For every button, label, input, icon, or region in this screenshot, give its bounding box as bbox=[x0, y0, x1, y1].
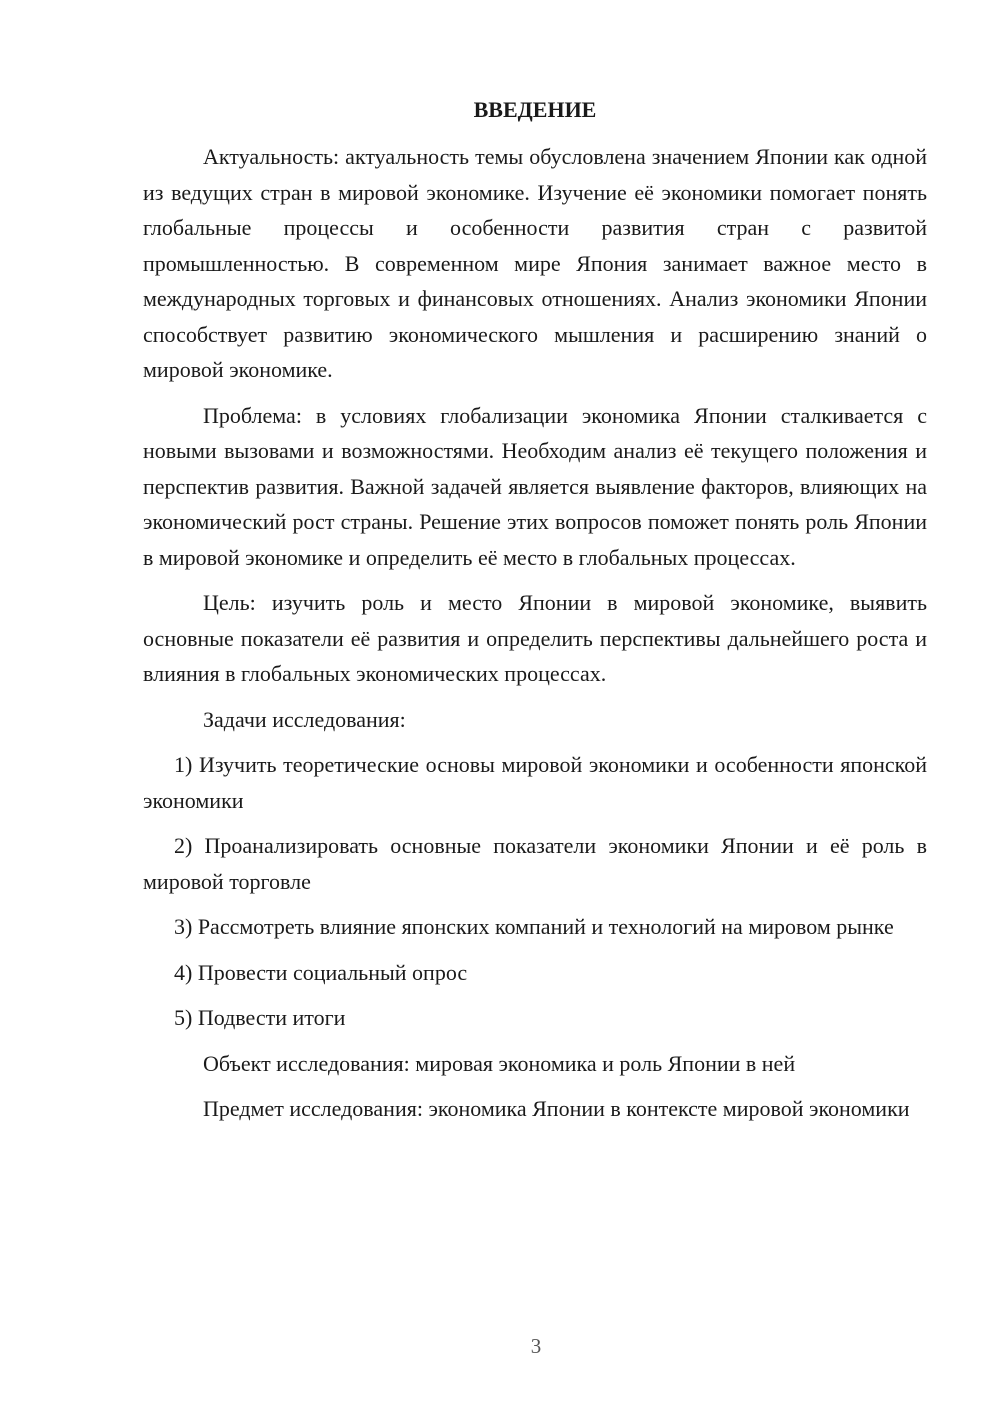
paragraph-subject: Предмет исследования: экономика Японии в контексте мировой экономики bbox=[203, 1096, 910, 1121]
paragraph-relevance: Актуальность: актуальность темы обусловлена значением Японии как одной из ведущих стран в мировой экономике. Изучение её экономики помогает понять глобальные процессы и особенности развития стран с развитой промышленностью. В современном мире Япония занимает важное место в международных торговых и финансовых отношениях. Анализ экономики Японии способствует развитию экономического мышления и расширению знаний о мировой экономике. bbox=[143, 144, 927, 382]
paragraph-goal: Цель: изучить роль и место Японии в мировой экономике, выявить основные показатели её развития и определить перспективы дальнейшего роста и влияния в глобальных экономических процессах. bbox=[143, 590, 927, 686]
list-item-task-3: 3) Рассмотреть влияние японских компаний и технологий на мировом рынке bbox=[174, 914, 894, 939]
list-item-task-4: 4) Провести социальный опрос bbox=[174, 959, 468, 985]
list-item-task-5: 5) Подвести итоги bbox=[174, 1005, 346, 1030]
paragraph-object: Объект исследования: мировая экономика и роль Японии в ней bbox=[203, 1050, 796, 1076]
list-item-task-2: 2) Проанализировать основные показатели экономики Японии и её роль в мировой торговле bbox=[143, 833, 927, 894]
paragraph-problem: Проблема: в условиях глобализации экономика Японии сталкивается с новыми вызовами и возможностями. Необходим анализ её текущего положения и перспектив развития. Важной задачей является выявление факторов, влияющих на экономический рост страны. Решение этих вопросов поможет понять роль Японии в мировой экономике и определить её место в глобальных процессах. bbox=[143, 402, 927, 570]
tasks-title: Задачи исследования: bbox=[203, 706, 406, 732]
page-content bbox=[143, 94, 927, 1137]
page-number: 3 bbox=[530, 1334, 542, 1358]
list-item-task-1: 1) Изучить теоретические основы мировой экономики и особенности японской экономики bbox=[143, 752, 927, 813]
page-heading: ВВЕДЕНИЕ bbox=[473, 97, 597, 122]
